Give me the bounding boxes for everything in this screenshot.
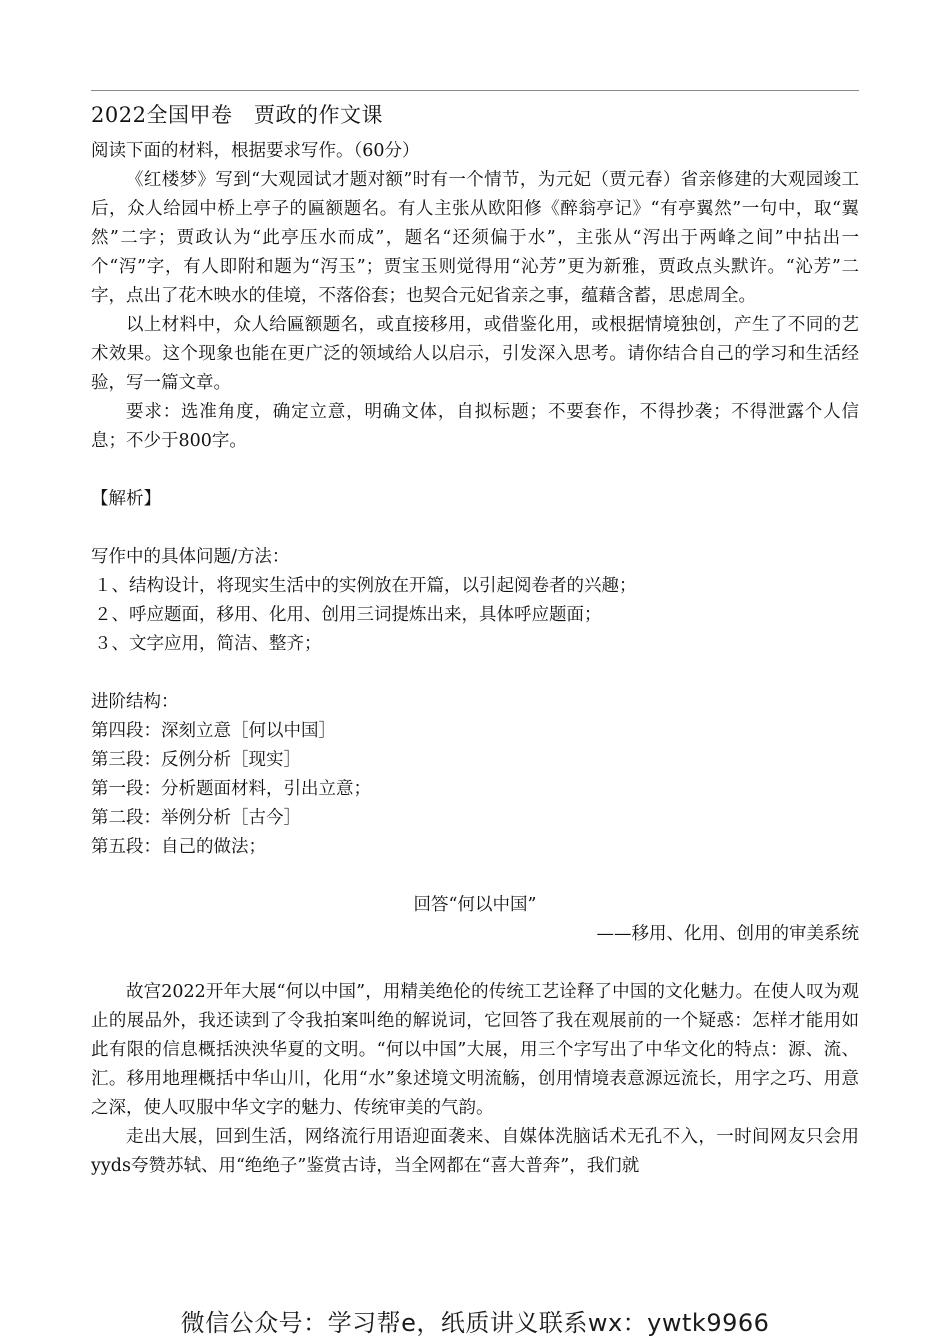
- structure-item: 第二段：举例分析［古今］: [91, 808, 301, 828]
- spacer: [91, 514, 859, 543]
- prompt-material-paragraph: 《红楼梦》写到“大观园试才题对额”时有一个情节，为元妃（贾元春）省亲修建的大观园竣工后，众人给园中桥上亭子的匾额题名。有人主张从欧阳修《醉翁亭记》“有亭翼然”一句中，取“翼然”二字；贾政认为“此亭压水而成”，题名“还须偏于水”，主张从“泻出于两峰之间”中拈出一个“泻”字，有人即附和题为“泻玉”；贾宝玉则觉得用“沁芳”更为新雅，贾政点头默许。“沁芳”二字，点出了花木映水的佳境，不落俗套；也契合元妃省亲之事，蕴藉含蓄，思虑周全。: [91, 170, 859, 306]
- prompt-requirements-paragraph: 要求：选准角度，确定立意，明确文体，自拟标题；不要套作，不得抄袭；不得泄露个人信息；不少于800字。: [91, 402, 859, 451]
- essay-subtitle: ——移用、化用、创用的审美系统: [596, 924, 859, 944]
- analysis-heading: 【解析】: [91, 489, 161, 509]
- essay-paragraph: 故宫2022开年大展“何以中国”，用精美绝伦的传统工艺诠释了中国的文化魅力。在使人叹为观止的展品外，我还读到了令我拍案叫绝的解说词，它回答了我在观展前的一个疑惑：怎样才能用如此有限的信息概括泱泱华夏的文明。“何以中国”大展，用三个字写出了中华文化的特点：源、流、汇。移用地理概括中华山川，化用“水”象述境文明流觞，创用情境表意源远流长，用字之巧、用意之深，使人叹服中华文字的魅力、传统审美的气韵。: [91, 982, 859, 1118]
- document-body: [91, 99, 859, 1181]
- method-item: ３、文字应用，简洁、整齐；: [94, 634, 322, 654]
- structure-item: 第四段：深刻立意［何以中国］: [91, 721, 336, 741]
- footer-watermark-text: 微信公众号：学习帮e，纸质讲义联系wx：ywtk9966: [180, 1309, 770, 1337]
- method-item: １、结构设计，将现实生活中的实例放在开篇，以引起阅卷者的兴趣；: [94, 576, 637, 596]
- methods-heading: 写作中的具体问题/方法：: [91, 547, 290, 567]
- header-rule: [91, 90, 859, 91]
- structure-item: 第一段：分析题面材料，引出立意；: [91, 779, 371, 799]
- spacer: [91, 862, 859, 891]
- prompt-task-paragraph: 以上材料中，众人给匾额题名，或直接移用，或借鉴化用，或根据情境独创，产生了不同的艺术效果。这个现象也能在更广泛的领域给人以启示，引发深入思考。请你结合自己的学习和生活经验，写一篇文章。: [91, 315, 859, 393]
- structure-item: 第五段：自己的做法；: [91, 837, 266, 857]
- essay-paragraph: 走出大展，回到生活，网络流行用语迎面袭来、自媒体洗脑话术无孔不入，一时间网友只会用yyds夸赞苏轼、用“绝绝子”鉴赏古诗，当全网都在“喜大普奔”，我们就: [91, 1127, 859, 1176]
- structure-item: 第三段：反例分析［现实］: [91, 750, 301, 770]
- prompt-intro: 阅读下面的材料，根据要求写作。（60分）: [91, 141, 420, 161]
- spacer: [91, 456, 859, 485]
- spacer: [91, 949, 859, 978]
- page-title: 2022全国甲卷 贾政的作文课: [91, 103, 383, 127]
- structure-heading: 进阶结构：: [91, 692, 179, 712]
- spacer: [91, 659, 859, 688]
- essay-title: 回答“何以中国”: [413, 895, 537, 915]
- method-item: ２、呼应题面，移用、化用、创用三词提炼出来，具体呼应题面；: [94, 605, 602, 625]
